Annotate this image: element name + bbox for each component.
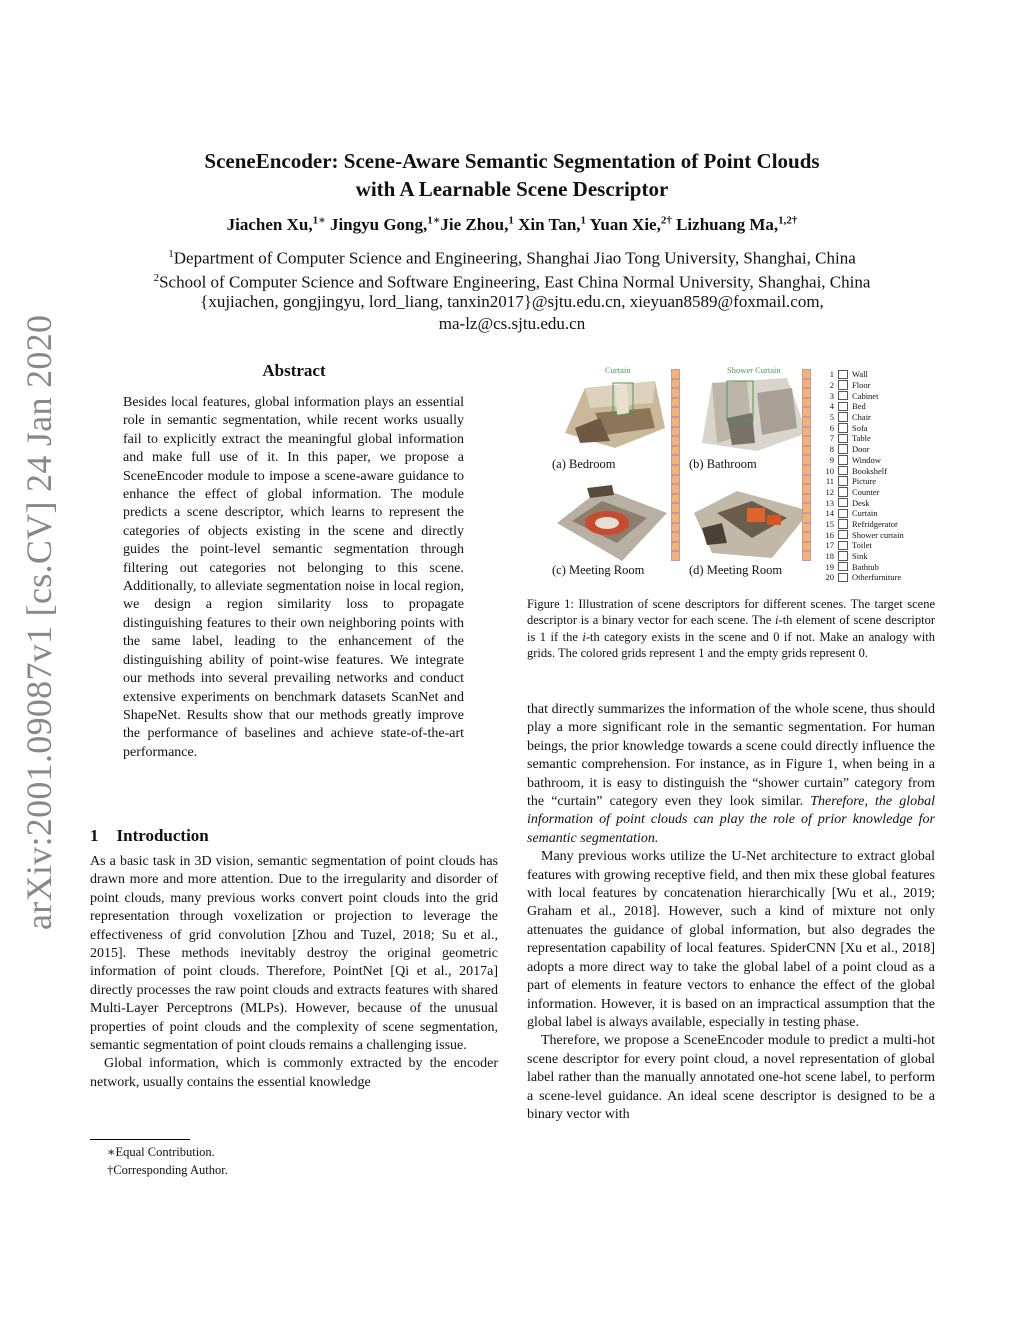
grid-cell [802, 446, 811, 456]
legend-box [838, 519, 848, 529]
legend-box [838, 455, 848, 465]
grid-cell [802, 503, 811, 513]
legend-item: 17 Toilet [825, 540, 872, 551]
author: Jingyu Gong,$^{1∗}$ [329, 214, 441, 234]
legend-box [838, 551, 848, 561]
grid-cell [671, 475, 680, 485]
legend-item: 11 Picture [825, 476, 877, 487]
grid-cell [671, 455, 680, 465]
legend-box [838, 562, 848, 572]
grid-cell [671, 446, 680, 456]
paragraph: Many previous works utilize the U-Net architecture to extract global features with growing receptive field, and then mix these global features with local features by concatenation hierarchically [Wu et al., 2019; Graham et al., 2018]. However, such a kind of mixture not only attenuates the guidance of global information, but also degrades the representation capability of local features. SpiderCNN [Xu et al., 2018] adopts a more direct way to take the global label of a point cloud as a part of elements in feature vectors to enhance the effect of the global information. However, it is based on an impractical assumption that the global label is always available, especially in testing phase. [527, 849, 935, 1030]
legend-item: 9 Window [829, 454, 881, 465]
grid-cell [671, 388, 680, 398]
email-line-1: {xujiachen, gongjingyu, lord_liang, tanxin2017}@sjtu.edu.cn, xieyuan8589@foxmail.com, [200, 292, 824, 311]
grid-cell [802, 465, 811, 475]
legend-box [838, 380, 848, 390]
legend-item: 2 Floor [829, 380, 871, 391]
author: Lizhuang Ma,$^{1,2\dagger}$ [676, 214, 798, 234]
grid-cell [802, 388, 811, 398]
author: Jie Zhou,$^1$ [440, 214, 514, 234]
bathroom-point-cloud-image [697, 373, 817, 453]
grid-cell [671, 503, 680, 513]
affiliation-1: $^1$Department of Computer Science and Engineering, Shanghai Jiao Tong University, Shanghai, China [168, 248, 856, 268]
footnote: †Corresponding Author. [107, 1163, 228, 1177]
legend-item: 14 Curtain [825, 508, 878, 519]
scene-tag: Shower Curtain [727, 365, 781, 375]
legend-box [838, 391, 848, 401]
scene-label: (c) Meeting Room [552, 563, 645, 577]
grid-cell [802, 398, 811, 408]
legend-item: 19 Bathtub [825, 561, 879, 572]
grid-cell [671, 523, 680, 533]
scene-label: (b) Bathroom [689, 457, 757, 471]
legend-item: 5 Chair [829, 412, 871, 423]
legend-box [838, 530, 848, 540]
legend-item: 15 Refridgerator [825, 518, 898, 529]
grid-cell [671, 551, 680, 561]
grid-cell [802, 542, 811, 552]
grid-cell [671, 407, 680, 417]
footnote-rule [90, 1139, 190, 1140]
grid-cell [671, 369, 680, 379]
left-column-text [90, 853, 498, 1092]
scene-label: (d) Meeting Room [689, 563, 783, 577]
footnote: ∗Equal Contribution. [107, 1145, 215, 1159]
legend-item: 10 Bookshelf [825, 465, 887, 476]
grid-cell [671, 494, 680, 504]
legend-item: 12 Counter [825, 486, 880, 497]
grid-cell [671, 398, 680, 408]
author: Jiachen Xu,$^{1∗}$ [226, 214, 326, 234]
title-line-1: SceneEncoder: Scene-Aware Semantic Segmentation of Point Clouds [204, 149, 820, 173]
legend-item: 1 Wall [829, 369, 868, 380]
affiliation-2: $^2$School of Computer Science and Software Engineering, East China Normal University, Shanghai, China [153, 272, 871, 292]
grid-cell [802, 513, 811, 523]
legend-box [838, 434, 848, 444]
section-heading: 1 Introduction [90, 826, 209, 845]
grid-cell [802, 407, 811, 417]
grid-cell [671, 427, 680, 437]
title-line-2: with A Learnable Scene Descriptor [355, 177, 669, 201]
paper-title [0, 147, 1024, 203]
legend-box [838, 487, 848, 497]
author: Yuan Xie,$^{2\dagger}$ [589, 214, 672, 234]
grid-cell [802, 455, 811, 465]
grid-cell [671, 532, 680, 542]
grid-cell [802, 369, 811, 379]
legend-item: 8 Door [829, 444, 870, 455]
grid-cell [802, 523, 811, 533]
grid-cell [671, 417, 680, 427]
legend-item: 16 Shower curtain [825, 529, 904, 540]
legend-item: 18 Sink [825, 551, 868, 562]
legend-box [838, 476, 848, 486]
legend-item: 20 Otherfurniture [825, 572, 902, 583]
legend-item: 3 Cabinet [829, 390, 879, 401]
footnotes [90, 1143, 228, 1179]
legend-box [838, 509, 848, 519]
grid-cell [802, 417, 811, 427]
legend-box [838, 370, 848, 380]
author-list [0, 213, 1024, 235]
legend-box [838, 402, 848, 412]
grid-cell [802, 532, 811, 542]
grid-cell [802, 436, 811, 446]
category-legend [822, 369, 937, 583]
grid-cell [671, 484, 680, 494]
bedroom-point-cloud-image [555, 373, 675, 453]
legend-item: 7 Table [829, 433, 871, 444]
meeting-room-point-cloud-image [692, 483, 812, 563]
grid-cell [671, 513, 680, 523]
grid-cell [671, 379, 680, 389]
legend-item: 6 Sofa [829, 422, 868, 433]
legend-box [838, 412, 848, 422]
legend-box [838, 466, 848, 476]
legend-box [838, 444, 848, 454]
author: Xin Tan,$^1$ [518, 214, 587, 234]
paragraph: Global information, which is commonly extracted by the encoder network, usually contains the essential knowledge [90, 1056, 498, 1090]
meeting-room-point-cloud-image [552, 483, 672, 563]
legend-item: 13 Desk [825, 497, 870, 508]
grid-cell [802, 475, 811, 485]
paragraph: As a basic task in 3D vision, semantic segmentation of point clouds has drawn more and more attention. Due to the irregularity and disorder of point clouds, many previous works convert point clouds into the grid representation through voxelization or projection to leverage the effectiveness of grid convolution [Zhou and Tuzel, 2018; Su et al., 2015]. These methods inevitably destroy the original geometric information of point clouds. Therefore, PointNet [Qi et al., 2017a] directly processes the raw point clouds and extracts features with shared Multi-Layer Perceptrons (MLPs). However, because of the unusual properties of point clouds and the complexity of scene segmentation, semantic segmentation of point clouds remains a challenging issue. [90, 854, 498, 1054]
grid-cell [671, 436, 680, 446]
grid-cell [802, 494, 811, 504]
grid-cell [802, 427, 811, 437]
figure-1 [527, 365, 937, 590]
grid-cell [671, 465, 680, 475]
legend-box [838, 573, 848, 583]
abstract-heading: Abstract [262, 361, 326, 380]
scene-descriptor-grid [671, 369, 680, 561]
paragraph: Therefore, we propose a SceneEncoder module to predict a multi-hot scene descriptor for every point cloud, a novel representation of global label rather than the manually annotated one-hot scene label, to perform a scene-level guidance. An ideal scene descriptor is designed to be a binary vector with [527, 1033, 935, 1122]
email-line-2: ma-lz@cs.sjtu.edu.cn [438, 314, 586, 333]
legend-box [838, 498, 848, 508]
paragraph: that directly summarizes the information of the whole scene, thus should play a more significant role in the semantic segmentation. For human beings, the prior knowledge towards a scene could directly influence the semantic comprehension. For instance, as in Figure 1, when being in a bathroom, it is easy to distinguish the “shower curtain” category from the “curtain” category even they look similar. Therefore, the global information of point clouds can play the role of prior knowledge for semantic segmentation. [527, 702, 936, 846]
legend-item: 4 Bed [829, 401, 866, 412]
grid-cell [802, 484, 811, 494]
legend-box [838, 541, 848, 551]
scene-label: (a) Bedroom [552, 457, 616, 471]
grid-cell [671, 542, 680, 552]
scene-descriptor-grid [802, 369, 811, 561]
scene-tag: Curtain [605, 365, 631, 375]
abstract-text: Besides local features, global information plays an essential role in semantic segmentation, while recent works usually fail to explicitly extract the meaningful global information and make full use of it. In this paper, we propose a SceneEncoder module to impose a scene-aware guidance to enhance the effect of global information. The module predicts a scene descriptor, which learns to represent the categories of objects existing in the scene and directly guides the point-level semantic segmentation through filtering out categories not belonging to this scene. Additionally, to alleviate segmentation noise in local region, we design a region similarity loss to propagate distinguishing features to their own neighboring points with the same label, leading to the enhancement of the distinguishing ability of point-wise features. We integrate our methods into several prevailing networks and conduct extensive experiments on benchmark datasets ScanNet and ShapeNet. Results show that our methods greatly improve the performance of baselines and achieve state-of-the-art performance. [123, 395, 464, 760]
grid-cell [802, 551, 811, 561]
grid-cell [802, 379, 811, 389]
arxiv-stamp: arXiv:2001.09087v1 [cs.CV] 24 Jan 2020 [19, 314, 59, 930]
figure-caption: Figure 1: Illustration of scene descriptors for different scenes. The target scene descriptor is a binary vector for each scene. The i-th element of scene descriptor is 1 if the i-th category exists in the scene and 0 if not. Make an analogy with grids. The colored grids represent 1 and the empty grids represent 0. [527, 597, 935, 661]
right-column-text [527, 701, 935, 1124]
legend-box [838, 423, 848, 433]
